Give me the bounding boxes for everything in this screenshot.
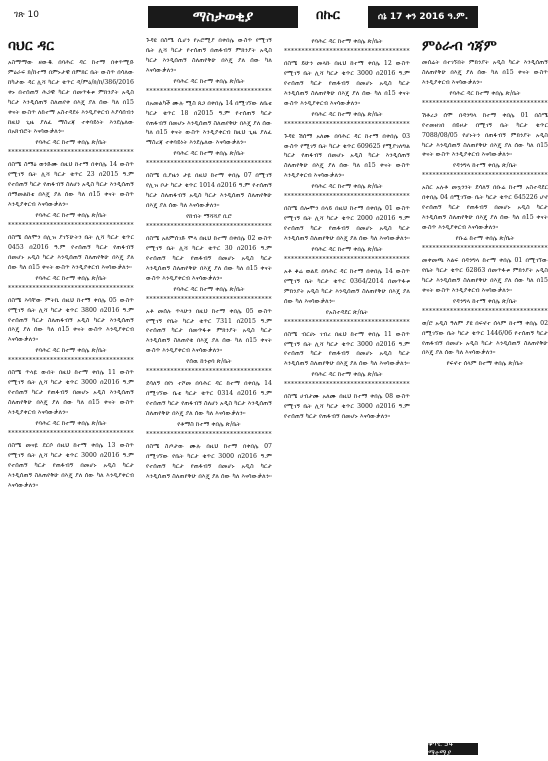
column-3	[284, 36, 410, 740]
notice-text: ወ/ሮ አዲስ ዓለም ያዩ በፍኖተ ሰላም ከተማ ቀበሌ 02 በሚገኘው ቤት ካርታ ቁጥር 1446/06 የተሰጠኝ ካርታ የጠፋብኝ በመሆኑ አዲስ ካርታ እንዲሰጠኝ ስለጠየቅሁ በእጄ ያለ ሰው ካለ እናሳውቃለን።	[422, 319, 548, 357]
section-title	[148, 6, 298, 28]
notice-signature: የባሕር ዳር ከተማ ቀበሌ ጽ/ቤት	[35, 347, 107, 355]
notice-text: ደሳለኝ በየነ ተሾመ በባሕር ዳር ከተማ በቀበሌ 14 በሚገኘው ቤቴ ካርታ ቁጥር 0314 በ2016 ዓ.ም የተሰጠኝ ካርታ የጠፋብኝ ስለሆነ አዲስ ካርታ እንዲሰጠኝ ስለጠየቅሁ በእጄ ያለ ሰው ካለ እናሳውቃለን።	[146, 380, 272, 417]
notice-signature: የባሕር ዳር ከተማ ቀበሌ ጽ/ቤት	[35, 211, 107, 219]
notice-text: መቀመጫ እልፍ በዳንግላ ከተማ ቀበሌ 01 በሚገኘው የቤት ካርታ ቁጥር 62863 በመጥፋቱ ምክንያት አዲስ ካርታ እንዲሰጠኝ ስለጠየቅሁ በእጄ ያለ ሰው ካለ በ15 ቀናት ውስጥ እንዲያቀርብ እናሳውቃለን።	[422, 256, 548, 294]
separator-rule: ************************************	[284, 120, 410, 128]
notice-text: አቶ ቆሬ ወልዴ በባሕር ዳር ከተማ በቀበሌ 14 ውስጥ የሚገኝ ቤት ካርታ ቁጥር 0364/2014 በመጥፋቱ ምክንያት አዲስ ካርታ እንዲሰጠኝ ስለጠየቅሁ በእጄ ያለ ሰው ካለ እናሳውቃለን።	[284, 267, 410, 305]
separator-rule: ************************************	[8, 284, 134, 292]
notice-text: አቶ መሰሉ ጥላሁን በዚህ ከተማ ቀበሌ 05 ውስጥ የሚገኝ የቤት ካርታ ቁጥር 7311 በ2015 ዓ.ም የተሰጠኝ ካርታ በመጥፋቱ ምክንያት አዲስ ካርታ እንዲሰጠኝ ስለጠየቁ በእጄ ያለ ሰው ካለ በ15 ቀናት ውስጥ እንዲያቀርብ እናሳውቃለን።	[146, 307, 272, 355]
notice-text: በስሜ ስጦታው ሙሉ በዚህ ከተማ በቀበሌ 07 በሚገኘው የቤት ካርታ ቁጥር 3000 በ2016 ዓ.ም የተሰጠኝ ካርታ የጠፋብኝ በመሆኑ አዲስ ካርታ እንዲሰጠኝ ስለጠየቅሁ በእጄ ያለ ሰው ካለ እናሳውቃለን።	[146, 442, 272, 480]
notice-text: አስማማው ዘውዱ በባሕር ዳር ከተማ በቀጥሚድ ምዕራፍ ክ/ከተማ በምኑታዊ በምክር ቤት ውስጥ በሳለው ከካታው ዳር ሊሻ ካርታ ቁጥር ዳ/ምዕ/ክ/ከ/386/2016 ቀኑ በተሰጠኝ ሕጋዊ ካርታ በመጥፋቱ ምክንያት አዲስ ካርታ እንዲሰጠኝ ስለጠየቀ በእጄ ያለ ሰው ካለ በ15 ቀናት ውስጥ ለከተማ አስተዳደሩ እንዲያቀርብ እያሳሰብን ከዚህ ጊዜ ያለፈ ማስረጃ ተቀባይነት እንደሌለው በአክብሮት እናሳውቃለን።	[8, 59, 134, 136]
separator-rule: ************************************	[146, 430, 272, 438]
notice-signature: የዳንግላ ከተማ ቀበሌ ጽ/ቤት	[452, 297, 518, 305]
separator-rule: ************************************	[422, 172, 548, 180]
column-2	[146, 36, 272, 740]
separator-rule: ************************************	[146, 87, 272, 95]
separator-rule: ************************************	[284, 381, 410, 389]
notice-signature: የከብት ማሻሻያ ቢሮ	[186, 212, 232, 220]
footer-label: ቁጥር 54 ማተሚያ	[428, 740, 454, 757]
columns-container	[8, 36, 548, 740]
footer-badge	[428, 740, 478, 757]
separator-rule: ************************************	[8, 429, 134, 437]
separator-rule: ************************************	[422, 99, 548, 107]
notice-text: በስሜ መናዬ ደርሶ በዚህ ከተማ ቀበሌ 13 ውስጥ የሚገኝ ቤት ሊሻ ካርታ ቁጥር 3000 በ2016 ዓ.ም የተሰጠኝ ካርታ የጠፋብኝ በመሆኑ አዲስ ካርታ እንዲሰጠኝ ስለጠየቅሁ በእጄ ያለ ሰው ካለ እንዲያቀርብ እናሳውቃለን።	[8, 441, 134, 489]
separator-rule: ************************************	[146, 222, 272, 230]
notice-text: በአመልካች ሙሉ ሚስ ጸጋ በቀበሌ 14 በሚገኘው ለቤቴ ካርታ ቁጥር 18 በ2015 ዓ.ም የተሰጠኝ ካርታ የጠፋብኝ በመሆኑ እንዲሰጠኝ ስለጠየቅሁ በእጄ ያለ ሰው ካለ በ15 ቀናት ውስጥ እንዲያቀርብ ከዚህ ጊዜ ያለፈ ማስረጃ ተቀባይነት እንደሌለው እናሳውቃለን።	[146, 99, 272, 147]
separator-rule: ************************************	[422, 307, 548, 315]
section-title-text: ማስታወቂያ	[192, 9, 254, 25]
notice-signature: የባሕር ዳር ከተማ ቀበሌ ጽ/ቤት	[311, 110, 383, 118]
notice-text: በስሜ ሀብታሙ አለሙ በዚህ ከተማ ቀበሌ 08 ውስጥ የሚገኝ ቤት ሊሻ ካርታ ቁጥር 3000 በ2016 ዓ.ም የተሰጠኝ ካርታ የጠፋብኝ በመሆኑ እናሳውቃለን።	[284, 393, 410, 421]
notice-text: በስሜ ጥላዬ ውበት በዚህ ከተማ ቀበሌ 11 ውስጥ የሚገኝ ቤት ሊሻ ካርታ ቁጥር 3000 በ2016 ዓ.ም የተሰጠኝ ካርታ የጠፋብኝ በመሆኑ አዲስ እንዲሰጠኝ ስለጠየቅሁ በእጄ ያለ ሰው ካለ በ15 ቀናት ውስጥ እንዲያቀርብ እናሳውቃለን።	[8, 369, 134, 416]
notice-signature: የቡሬ ከተማ ቀበሌ ጽ/ቤት	[455, 234, 515, 242]
notice-text: መሰሬት በተገኘበት ምክንያት አዲስ ካርታ እንዲሰጠኝ ስለጠየቅሁ በእጄ ያለ ሰው ካለ በ15 ቀናት ውስጥ እንዲያቀርብ እናሳውቃለን።	[422, 59, 548, 86]
notice-signature: የፍኖተ ሰላም ከተማ ቀበሌ ጽ/ቤት	[446, 360, 524, 368]
section-heading: ምዕራብ ጎጃም	[422, 38, 497, 54]
notice-signature: የዳንግላ ከተማ ቀበሌ ጽ/ቤት	[452, 162, 518, 170]
newspaper-brand: በኩር	[316, 8, 340, 23]
notice-signature: የባሕር ዳር ከተማ ቀበሌ ጽ/ቤት	[449, 89, 521, 97]
notice-text: ጉዳዩ በስሜ ሲሆን የኦሮሚያ በቀበሌ ውስጥ የሚገኝ ቤት ሊሻ ካርታ የተሰጠኝ በጠፋብኝ ምክንያት አዲስ ካርታ እንዲሰጠኝ ስለጠየቅሁ በእጄ ያለ ሰው ካለ እናሳውቃለን።	[146, 37, 272, 74]
separator-rule: ************************************	[284, 255, 410, 263]
separator-rule: ************************************	[284, 48, 410, 55]
notice-text: በስሜ አለምሰገድ ሞላ በዚህ ከተማ በቀበሌ 02 ውስጥ የሚገኝ ቤት ሊሻ ካርታ ቁጥር 30 በ2016 ዓ.ም የተሰጠኝ ካርታ የጠፋብኝ በመሆኑ አዲስ ካርታ እንዲሰጠኝ ስለጠየቅሁ በእጄ ያለ ሰው ካለ በ15 ቀናት ውስጥ እንዲያቀርብ እናሳውቃለን።	[146, 234, 272, 282]
separator-rule: ************************************	[422, 244, 548, 252]
separator-rule: ************************************	[284, 318, 410, 326]
separator-rule: ************************************	[146, 160, 272, 168]
separator-rule: ************************************	[284, 193, 410, 201]
column-4	[422, 36, 548, 740]
notice-signature: የባሕር ዳር ከተማ ቀበሌ ጽ/ቤት	[35, 139, 107, 147]
notice-signature: የባሕር ዳር ከተማ ቀበሌ ጽ/ቤት	[311, 38, 383, 45]
notice-signature: የባሕር ዳር ከተማ ቀበሌ ጽ/ቤት	[311, 245, 383, 253]
notice-signature: የአስተዳደር ጽ/ቤት	[325, 308, 369, 316]
notice-signature: የባሕር ዳር ከተማ ቀበሌ ጽ/ቤት	[35, 274, 107, 282]
issue-date	[368, 6, 478, 28]
notice-text: በስሜ ሰለሞን በሊዝ ያገኘሁትን ቤት ሊሻ ካርታ ቁጥር 0453 በ2016 ዓ.ም የተሰጠኝ ካርታ የጠፋብኝ በመሆኑ አዲስ ካርታ እንዲሰጠኝ ስለጠየቅሁ በእጄ ያለ ሰው ካለ በ15 ቀናት ውስጥ እንዲያቀርብ እናሳውቃለን።	[8, 233, 134, 271]
page-number: ገጽ 10	[14, 10, 40, 20]
notice-signature: የባሕር ዳር ከተማ ቀበሌ ጽ/ቤት	[173, 77, 245, 85]
separator-rule: ************************************	[8, 221, 134, 229]
notice-text: በስሜ ስማዕ ወንድሙ በዚህ ከተማ በቀበሌ 14 ውስጥ የሚገኝ ቤት ሊሻ ካርታ ቁጥር 23 በ2015 ዓ.ም የተሰጠኝ ካርታ የጠፋብኝ ስለሆነ አዲስ ካርታ እንዲሰጠኝ በማመልከቴ በእጄ ያለ ሰው ካለ በ15 ቀናት ውስጥ እንዲያቀርብ እናሳውቃለን።	[8, 161, 134, 209]
notice-signature: የባሕር ዳር ከተማ ቀበሌ ጽ/ቤት	[311, 371, 383, 379]
notice-text: በስሜ ብርሀኑ ገብረ በዚህ ከተማ ቀበሌ 11 ውስጥ የሚገኝ ቤት ሊሻ ካርታ ቁጥር 3000 በ2016 ዓ.ም የተሰጠኝ ካርታ የጠፋብኝ በመሆኑ አዲስ ካርታ እንዲሰጠኝ ስለጠየቅሁ በእጄ ያለ ሰው ካለ እናሳውቃለን።	[284, 330, 410, 368]
notice-text: ሽቶረጋ ሰሞ በዳንግላ ከተማ ቀበሌ 01 በስሜ የተመዘገበ በይዞታ በሚገኝ ቤት ካርታ ቁጥር 7088/08/05 የሆኑትን በጠፋብኝ ምክንያት አዲስ ካርታ እንዲሰጠኝ ስለጠየቅሁ በእጄ ያለ ሰው ካለ በ15 ቀናት ውስጥ እንዲያቀርብ እናሳውቃለን።	[422, 111, 548, 159]
separator-rule: ************************************	[146, 295, 272, 303]
notice-text: ጉዳዩ ሽሰማ አለሙ በባሕር ዳር ከተማ በቀበሌ 03 ውስጥ የሚገኝ ቤት ካርታ ቁጥር 609625 የሚያገለግል ካርታ የጠፋብኝ በመሆኑ አዲስ ካርታ እንዲሰጠኝ ስለጠየቅሁ በእጄ ያለ ሰው ካለ በ15 ቀናት ውስጥ እንዲያቀርብ እናሳውቃለን።	[284, 132, 410, 180]
notice-signature: የባሕር ዳር ከተማ ቀበሌ ጽ/ቤት	[35, 419, 107, 427]
issue-date-text: ሰኔ 17 ቀን 2016 ዓ.ም.	[377, 12, 469, 22]
notice-text: በስሜ ሰሎሞን በላይ በዚህ ከተማ በቀበሌ 01 ውስጥ የሚገኝ ቤት ሊሻ ካርታ ቁጥር 2000 በ2016 ዓ.ም የተሰጠኝ ካርታ የጠፋብኝ በመሆኑ አዲስ ካርታ እንዲሰጠኝ ስለጠየቅሁ በእጄ ያለ ሰው ካለ እናሳውቃለን።	[284, 205, 410, 242]
column-1	[8, 36, 134, 740]
notice-signature: የሰዉ ከንቲባ ጽ/ቤት	[186, 358, 232, 366]
notice-signature: የባሕር ዳር ከተማ ቀበሌ ጽ/ቤት	[173, 150, 245, 158]
separator-rule: ************************************	[146, 368, 272, 376]
notice-signature: የባሕር ዳር ከተማ ቀበሌ ጽ/ቤት	[173, 285, 245, 293]
notice-signature: የባሕር ዳር ከተማ ቀበሌ ጽ/ቤት	[311, 183, 383, 191]
separator-rule: ************************************	[8, 149, 134, 157]
notice-signature: የቶማስ ከተማ ቀበሌ ጽ/ቤት	[177, 420, 241, 428]
separator-rule: ************************************	[8, 357, 134, 365]
notice-text: በስሜ እሳቸው ምትኬ በዚህ ከተማ ቀበሌ 05 ውስጥ የሚገኝ ቤት ሊሻ ካርታ ቁጥር 3800 በ2016 ዓ.ም የተሰጠኝ ካርታ ስለጠፋብኝ አዲስ ካርታ እንዲሰጠኝ በእጄ ያለ ሰው ካለ በ15 ቀናት ውስጥ እንዲያቀርብ እናሳውቃለን።	[8, 296, 134, 344]
notice-text: በስሜ ቢያዜን ታዬ በዚህ ከተማ ቀበሌ 07 በሚገኝ የሊዝ ቦታ ካርታ ቁጥር 1014 በ2016 ዓ.ም የተሰጠኝ ካርታ ስለጠፋብኝ አዲስ ካርታ እንዲሰጠኝ ስለጠየቅሁ በእጄ ያለ ሰው ካለ እናሳውቃለን።	[146, 172, 272, 210]
notice-text: አስር አሉቶ መኳንንት ደሳለኝ በቡሬ ከተማ አስተዳደር በቀበሌ 04 በሚገኘው ቤት ካርታ ቁጥር 645226 ሆኖ የተሰጠኝ ካርታ የጠፋብኝ በመሆኑ አዲስ ካርታ እንዲሰጠኝ ስለጠየቅሁ በእጄ ያለ ሰው ካለ በ15 ቀናት ውስጥ እንዲያቀርብ እናሳውቃለን።	[422, 184, 548, 232]
notice-text: በስሜ ይሁን መላኩ በዚህ ከተማ ቀበሌ 12 ውስጥ የሚገኝ ቤት ሊሻ ካርታ ቁጥር 3000 በ2016 ዓ.ም የተሰጠኝ ካርታ የጠፋብኝ በመሆኑ አዲስ ካርታ እንዲሰጠኝ ስለጠየቅሁ በእጄ ያለ ሰው ካለ በ15 ቀናት ውስጥ እንዲያቀርብ እናሳውቃለን።	[284, 60, 410, 107]
page-header	[8, 6, 478, 30]
section-heading: ባህር ዳር	[8, 38, 54, 54]
